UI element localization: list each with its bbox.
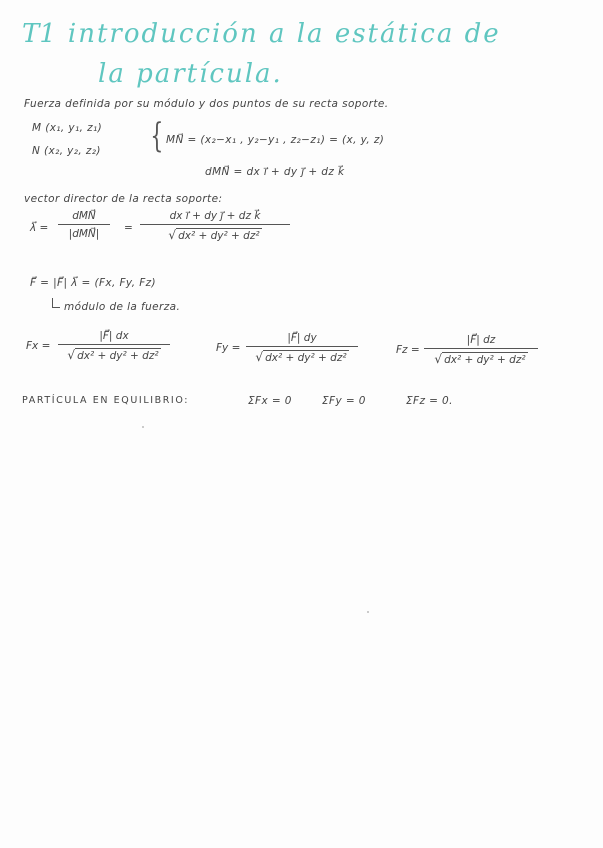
brace-symbol: { bbox=[150, 116, 164, 156]
paper-speck bbox=[142, 426, 144, 428]
fx-num: |F⃗| dx bbox=[99, 330, 129, 342]
lambda-num-1: dMN⃗ bbox=[72, 210, 96, 222]
vector-mn-equation: MN⃗ = (x₂−x₁ , y₂−y₁ , z₂−z₁) = (x, y, z) bbox=[166, 134, 385, 146]
fraction-bar bbox=[58, 224, 110, 225]
director-heading: vector director de la recta soporte: bbox=[24, 193, 223, 205]
sum-fx: ΣFx = 0 bbox=[248, 395, 292, 407]
force-note: módulo de la fuerza. bbox=[64, 301, 181, 313]
equilibrium-label: PARTÍCULA EN EQUILIBRIO: bbox=[22, 395, 190, 406]
fx-label: Fx = bbox=[26, 340, 51, 352]
arrow-hook-icon bbox=[52, 298, 60, 308]
sum-fy: ΣFy = 0 bbox=[322, 395, 366, 407]
title-line-1: introducción a la estática de bbox=[67, 19, 501, 49]
point-n: N (x₂, y₂, z₂) bbox=[32, 145, 101, 157]
fy-num: |F⃗| dy bbox=[287, 332, 317, 344]
fraction-bar bbox=[140, 224, 290, 225]
sqrt-radical bbox=[67, 348, 160, 362]
fx-den: dx² + dy² + dz² bbox=[77, 350, 159, 362]
sqrt-radical bbox=[255, 350, 348, 364]
sqrt-symbol: √ bbox=[168, 228, 177, 242]
fz-label: Fz = bbox=[396, 344, 420, 356]
sqrt-symbol: √ bbox=[255, 350, 264, 364]
title-line-2: la partícula. bbox=[98, 59, 283, 89]
sum-fz: ΣFz = 0. bbox=[406, 395, 453, 407]
point-m: M (x₁, y₁, z₁) bbox=[32, 122, 103, 134]
fraction-bar bbox=[58, 344, 170, 345]
fx-fraction bbox=[58, 330, 170, 362]
lambda-equals: = bbox=[124, 222, 133, 234]
differential-equation: dMN⃗ = dx i⃗ + dy j⃗ + dz k⃗ bbox=[205, 166, 345, 178]
lambda-fraction-2 bbox=[140, 210, 290, 242]
fraction-bar bbox=[424, 348, 538, 349]
sqrt-symbol: √ bbox=[434, 352, 443, 366]
lambda-fraction-1 bbox=[58, 210, 110, 240]
fraction-bar bbox=[246, 346, 358, 347]
fy-den: dx² + dy² + dz² bbox=[265, 352, 347, 364]
title-number: T1 bbox=[22, 19, 56, 49]
lambda-lhs: λ⃗ = bbox=[30, 222, 49, 234]
lambda-den-2: dx² + dy² + dz² bbox=[178, 230, 260, 242]
force-equation: F⃗ = |F⃗| λ⃗ = (Fx, Fy, Fz) bbox=[30, 277, 157, 289]
sqrt-radical bbox=[168, 228, 261, 242]
sqrt-radical bbox=[434, 352, 527, 366]
sqrt-symbol: √ bbox=[67, 348, 76, 362]
fz-fraction bbox=[424, 334, 538, 366]
fz-num: |F⃗| dz bbox=[466, 334, 496, 346]
lambda-num-2: dx i⃗ + dy j⃗ + dz k⃗ bbox=[169, 210, 261, 222]
intro-text: Fuerza definida por su módulo y dos puntos de su recta soporte. bbox=[24, 98, 389, 110]
fy-label: Fy = bbox=[216, 342, 241, 354]
page-title bbox=[22, 14, 582, 94]
fz-den: dx² + dy² + dz² bbox=[444, 354, 526, 366]
lambda-den-1: |dMN⃗| bbox=[68, 228, 100, 240]
fy-fraction bbox=[246, 332, 358, 364]
paper-speck bbox=[367, 611, 369, 613]
